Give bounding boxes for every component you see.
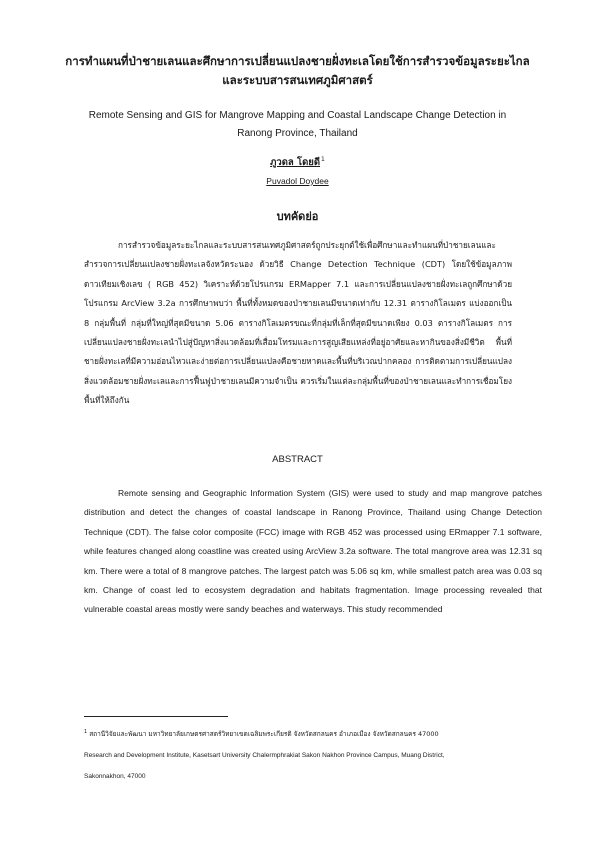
footnote-thai-text: สถานีวิจัยและพัฒนา มหาวิทยาลัยเกษตรศาสตร์วิทยาเขตเฉลิมพระเกียรติ จังหวัดสกลนคร อำเภอเมือง จังหวัดสกลนคร 47000 bbox=[89, 730, 439, 739]
footnote-english-line-2: Sakonnakhon, 47000 bbox=[84, 773, 146, 781]
english-title-line-2: Ranong Province, Thailand bbox=[237, 128, 358, 139]
thai-title-line-1: การทำแผนที่ป่าชายเลนและศึกษาการเปลี่ยนแปลงชายฝั่งทะเลโดยใช้การสำรวจข้อมูลระยะไกล bbox=[65, 54, 530, 68]
author-english-name: Puvadol Doydee bbox=[266, 176, 329, 186]
thai-title bbox=[60, 52, 535, 90]
footnote-english-line-1: Research and Development Institute, Kasetsart University Chalermphrakiat Sakon Nakhon Province Campus, Muang District, bbox=[84, 752, 445, 760]
footnote-divider bbox=[84, 716, 228, 717]
footnote-marker: 1 bbox=[84, 729, 88, 735]
thai-abstract-body: การสำรวจข้อมูลระยะไกลและระบบสารสนเทศภูมิศาสตร์ถูกประยุกต์ใช้เพื่อศึกษาและทำแผนที่ป่าชายเลนและสำรวจการเปลี่ยนแปลงชายฝั่งทะเลจังหวัดระนอง ด้วยวิธี Change Detection Technique (CDT) โดยใช้ข้อมูลภาพดาวเทียมเชิงเลข ( RGB 452) วิเคราะห์ด้วยโปรแกรม ERMapper 7.1 และการเปลี่ยนแปลงชายฝั่งทะเลถูกศึกษาด้วยโปรแกรม ArcView 3.2a การศึกษาพบว่า พื้นที่ทั้งหมดของป่าชายเลนมีขนาดเท่ากับ 12.31 ตารางกิโลเมตร แบ่งออกเป็น 8 กลุ่มพื้นที่ กลุ่มที่ใหญ่ที่สุดมีขนาด 5.06 ตารางกิโลเมตรขณะที่กลุ่มที่เล็กที่สุดมีขนาดเพียง 0.03 ตารางกิโลเมตร การเปลี่ยนแปลงชายฝั่งทะเลนำไปสู่ปัญหาสิ่งแวดล้อมที่เสื่อมโทรมและการสูญเสียแหล่งที่อยู่อาศัยและหากินของสิ่งมีชีวิต พื้นที่ชายฝั่งทะเลที่มีความอ่อนไหวและง่ายต่อการเปลี่ยนแปลงคือชายหาดและพื้นที่บริเวณปากคลอง การติดตามการเปลี่ยนแปลงสิ่งแวดล้อมชายฝั่งทะเลและการฟื้นฟูป่าชายเลนมีความจำเป็น ควรเริ่มในแต่ละกลุ่มพื้นที่ของป่าชายเลนและทำการเชื่อมโยงพื้นที่ให้ถึงกัน bbox=[84, 240, 512, 406]
english-abstract-heading: ABSTRACT bbox=[272, 454, 323, 465]
english-title-line-1: Remote Sensing and GIS for Mangrove Mapping and Coastal Landscape Change Detection in bbox=[88, 110, 507, 121]
author-thai-name: ภูวดล โดยดี bbox=[270, 157, 321, 169]
footnote-thai bbox=[84, 722, 544, 745]
footnote bbox=[84, 722, 544, 787]
thai-abstract-heading: บทคัดย่อ bbox=[276, 210, 319, 223]
thai-title-line-2: และระบบสารสนเทศภูมิศาสตร์ bbox=[222, 73, 373, 87]
english-abstract-body: Remote sensing and Geographic Information System (GIS) were used to study and map mangrove patches distribution and detect the changes of coastal landscape in Ranong Province, Thailand using Change Detection Technique (CDT). The false color composite (FCC) image with RGB 452 was processed using ERmapper 7.1 software, while features changed along coastline was created using ArcView 3.2a software. The total mangrove area was 12.31 sq km. There were a total of 8 mangrove patches. The largest patch was 5.06 sq km, while smallest patch area was 0.03 sq km. Change of coast led to ecosystem degradation and habitats fragmentation. Image processing revealed that vulnerable coastal areas mostly were sandy beaches and waterways. This study recommended bbox=[84, 488, 542, 615]
author-affiliation-marker: 1 bbox=[321, 156, 325, 163]
author-english bbox=[0, 174, 595, 188]
author-thai bbox=[0, 153, 595, 170]
english-title bbox=[60, 107, 535, 143]
